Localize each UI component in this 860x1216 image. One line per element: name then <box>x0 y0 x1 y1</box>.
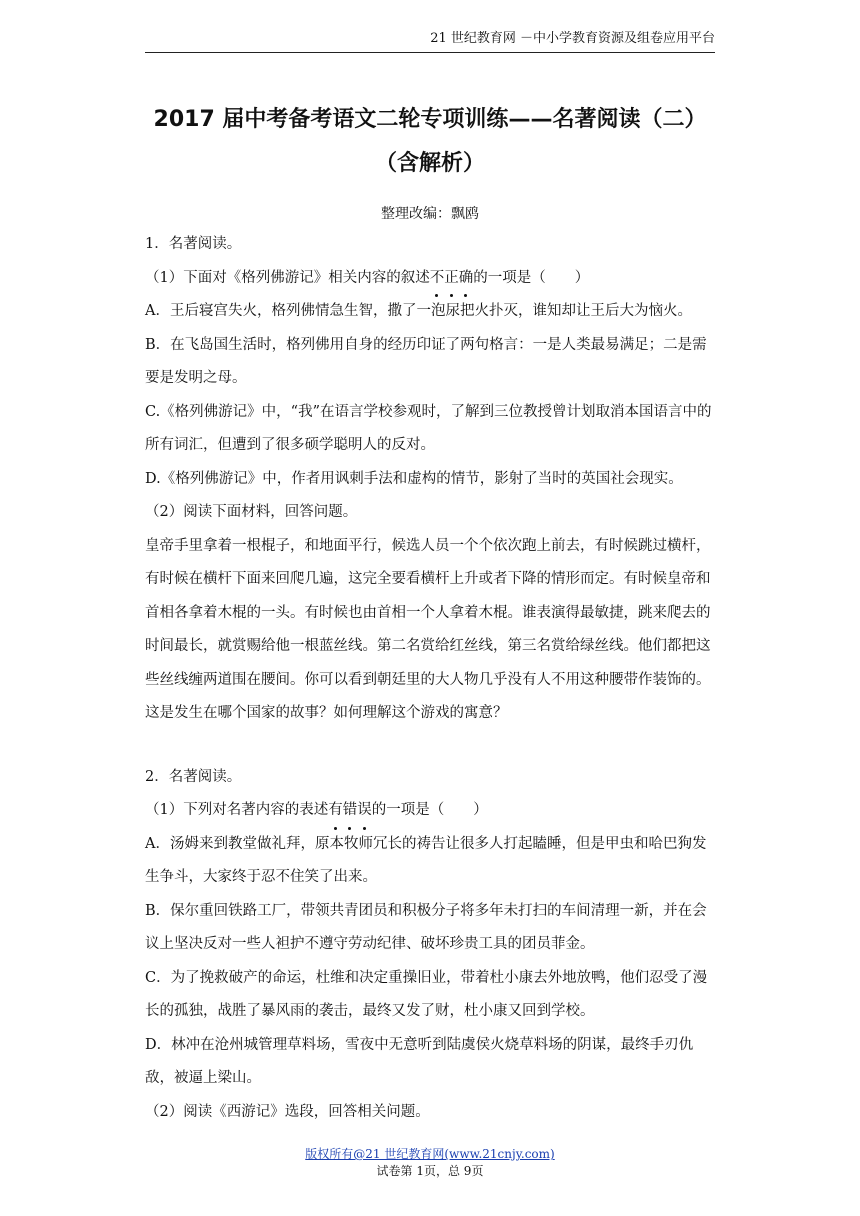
q2-sub1-prefix: （1）下列对名著内容的表述 <box>145 802 329 818</box>
question-1-option-c: C.《格列佛游记》中，“我”在语言学校参观时，了解到三位教授曾计划取消本国语言中的所有词汇，但遭到了很多硕学聪明人的反对。 <box>145 403 712 453</box>
emphasis-dot-char: 误 <box>357 794 372 828</box>
emphasis-dot-char: 正 <box>444 262 459 296</box>
question-1-option-b: B．在飞岛国生活时，格列佛用自身的经历印证了两句格言：一是人类最易满足；二是需要是发明之母。 <box>145 336 707 386</box>
question-2-option-b: B．保尔重回铁路工厂，带领共青团员和积极分子将多年未打扫的车间清理一新，并在会议上坚决反对一些人袒护不遵守劳动纪律、破坏珍贵工具的团员菲金。 <box>145 902 707 952</box>
page-header <box>145 28 715 53</box>
header-site-name: 21 世纪教育网 －中小学教育资源及组卷应用平台 <box>430 31 715 46</box>
question-1-passage: 皇帝手里拿着一根棍子，和地面平行，候选人员一个个依次跑上前去，有时候跳过横杆，有时候在横杆下面来回爬几遍，这完全要看横杆上升或者下降的情形而定。有时候皇帝和首相各拿着木棍的一头。有时候也由首相一个人拿着木棍。谁表演得最敏捷，跳来爬去的时间最长，就赏赐给他一根蓝丝线。第二名赏给红丝线，第三名赏给绿丝线。他们都把这些丝线缠两道围在腰间。你可以看到朝廷里的大人物几乎没有人不用这种腰带作装饰的。这是发生在哪个国家的故事？如何理解这个游戏的寓意？ <box>145 537 711 721</box>
question-2-option-d: D．林冲在沧州城管理草料场，雪夜中无意听到陆虞侯火烧草料场的阴谋，最终手刃仇敌，被逼上梁山。 <box>145 1036 694 1086</box>
emphasis-dot-char: 不 <box>430 262 445 296</box>
question-2-heading: 2．名著阅读。 <box>145 768 242 785</box>
q1-sub1-prefix: （1）下面对《格列佛游记》相关内容的叙述 <box>145 269 430 286</box>
q1-sub1-suffix: 的一项是（ ） <box>473 269 590 286</box>
document-title <box>80 98 780 186</box>
emphasis-dot-char: 错 <box>343 794 358 828</box>
copyright-link[interactable]: 版权所有@21 世纪教育网(www.21cnjy.com) <box>305 1147 555 1161</box>
question-1-heading: 1．名著阅读。 <box>145 236 242 252</box>
title-line-1: 2017 届中考备考语文二轮专项训练——名著阅读（二） <box>153 107 707 132</box>
question-1-subquestion-2: （2）阅读下面材料，回答问题。 <box>145 504 358 520</box>
question-2-subquestion-1 <box>145 794 715 828</box>
question-1-option-a: A．王后寝宫失火，格列佛情急生智，撒了一泡尿把火扑灭，谁知却让王后大为恼火。 <box>145 303 692 319</box>
question-2-subquestion-2: （2）阅读《西游记》选段，回答相关问题。 <box>145 1103 430 1120</box>
title-line-2: （含解析） <box>374 151 485 176</box>
question-2-option-a: A．汤姆来到教堂做礼拜，原本牧师冗长的祷告让很多人打起瞌睡，但是甲虫和哈巴狗发生争斗，大家终于忍不住笑了出来。 <box>145 835 707 885</box>
question-2-option-c: C．为了挽救破产的命运，杜维和决定重操旧业，带着杜小康去外地放鸭，他们忍受了漫长的孤独，战胜了暴风雨的袭击，最终又发了财，杜小康又回到学校。 <box>145 969 708 1019</box>
document-body <box>145 228 715 1129</box>
question-1-option-d: D.《格列佛游记》中，作者用讽刺手法和虚构的情节，影射了当时的英国社会现实。 <box>145 470 683 487</box>
emphasis-dot-char: 确 <box>459 262 474 296</box>
question-1-subquestion-1 <box>145 262 715 296</box>
q2-sub1-suffix: 的一项是（ ） <box>371 802 488 818</box>
page-footer <box>145 1146 715 1180</box>
emphasis-dot-char: 有 <box>328 794 343 828</box>
editor-credit: 整理改编：飘鸥 <box>381 206 479 222</box>
page-number: 试卷第 1页，总 9页 <box>376 1164 484 1178</box>
section-spacer <box>145 731 715 761</box>
